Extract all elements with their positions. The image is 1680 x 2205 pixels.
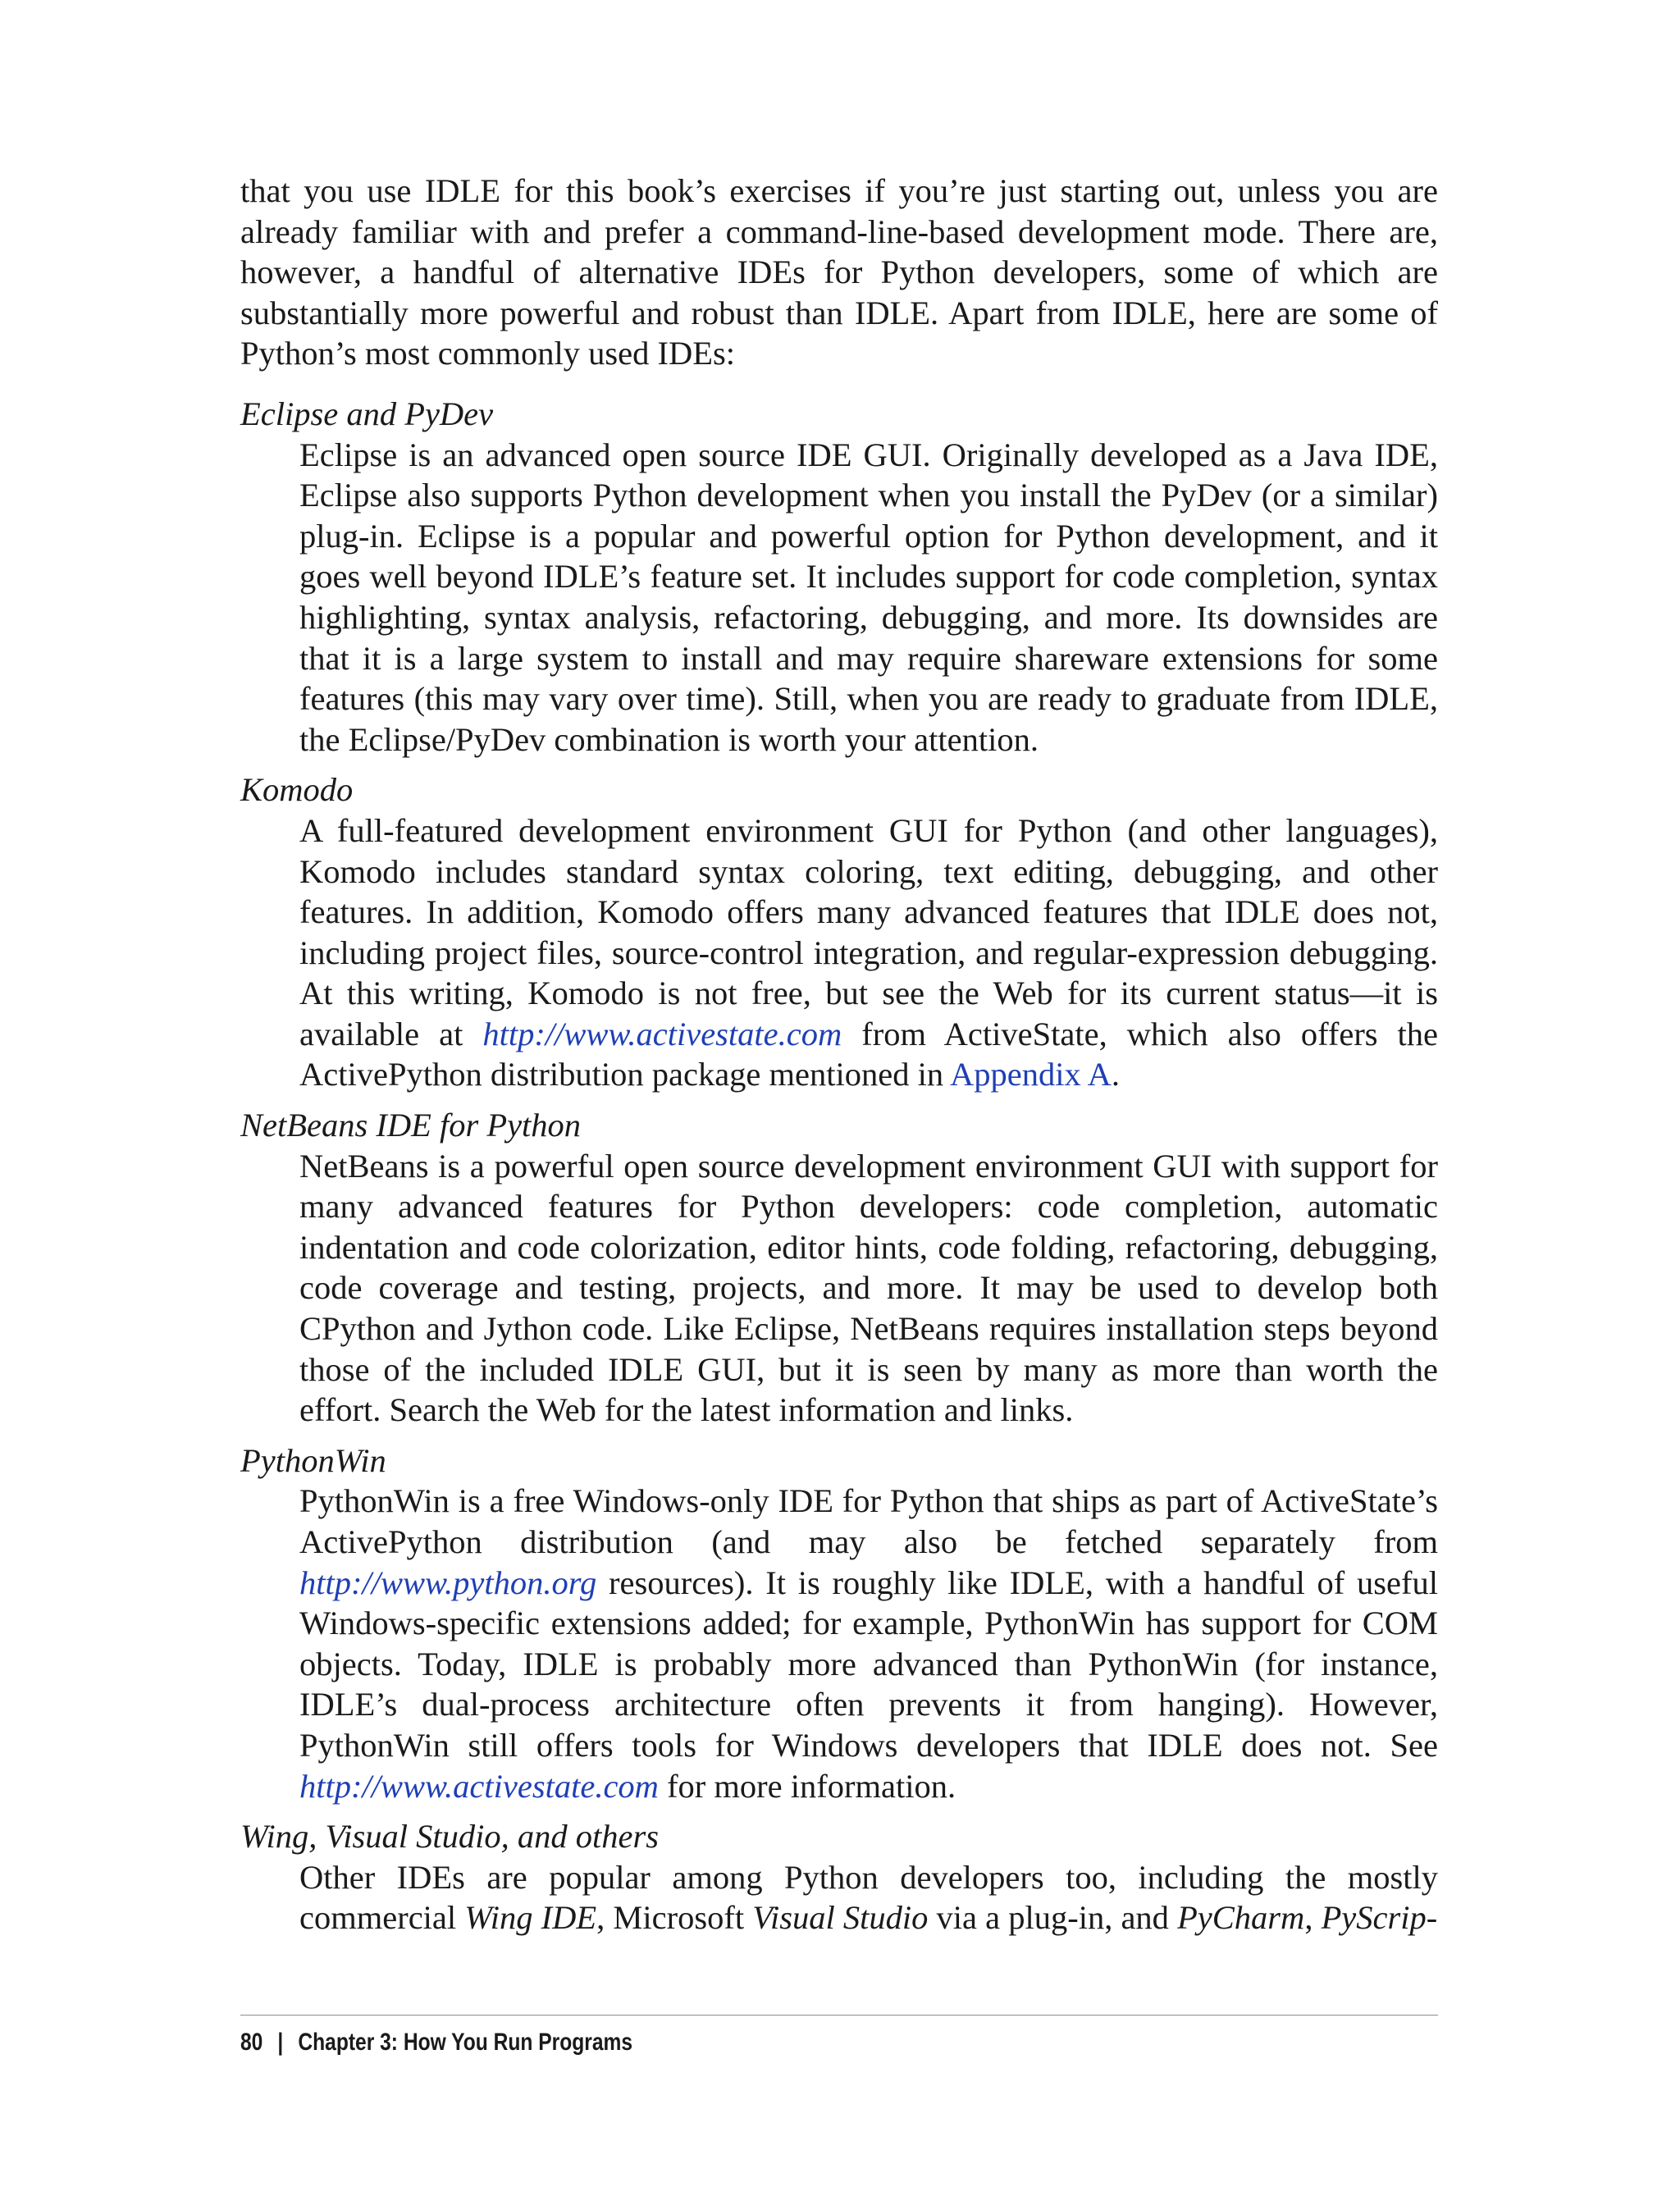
desc-komodo [299, 810, 1438, 1095]
entry-komodo [240, 769, 1438, 1095]
activestate-link[interactable]: http://www.activestate.com [482, 1015, 842, 1052]
desc-wing-text-a: Other IDEs are popular among Python developers too, including the mostly commercial [299, 1858, 1438, 1937]
entry-pythonwin [240, 1440, 1438, 1806]
desc-wing-text-d: , [1304, 1899, 1322, 1937]
term-netbeans: NetBeans IDE for Python [240, 1107, 582, 1144]
desc-pythonwin [299, 1481, 1438, 1806]
desc-eclipse: Eclipse is an advanced open source IDE GUI. Originally developed as a Java IDE, Eclipse also supports Python development when you install the PyDev (or a similar) plug-in. Eclipse is a popular and powerful option for Python development, and it goes well beyond IDLE’s feature set. It includes support for code completion, syntax highlighting, syntax analysis, refactoring, debugging, and more. Its downsides are that it is a large system to install and may require shareware extensions for some features (this may vary over time). Still, when you are ready to graduate from IDLE, the Eclipse/PyDev combination is worth your attention. [299, 436, 1438, 758]
footer-separator: | [277, 2029, 284, 2056]
chapter-title: Chapter 3: How You Run Programs [298, 2029, 633, 2056]
activestate-link-2[interactable]: http://www.activestate.com [299, 1767, 659, 1805]
desc-pythonwin-text-c: for more information. [658, 1767, 956, 1805]
visual-studio-em: Visual Studio [752, 1899, 929, 1937]
pycharm-em: PyCharm [1177, 1899, 1305, 1937]
python-org-link[interactable]: http://www.python.org [299, 1564, 597, 1601]
term-wing: Wing, Visual Studio, and others [240, 1818, 660, 1856]
desc-wing-text-c: via a plug-in, and [928, 1899, 1178, 1937]
term-komodo: Komodo [240, 771, 354, 809]
entry-eclipse [240, 394, 1438, 760]
page-footer [240, 2026, 632, 2059]
page-body [240, 171, 1438, 1948]
desc-netbeans: NetBeans is a powerful open source development environment GUI with support for many advanced features for Python developers: code completion, automatic indentation and code colorization, editor hints, code folding, refactoring, debugging, code coverage and testing, projects, and more. It may be used to develop both CPython and Jython code. Like Eclipse, NetBeans requires installation steps beyond those of the included IDLE GUI, but it is seen by many as more than worth the effort. Search the Web for the latest information and links. [299, 1147, 1438, 1429]
appendix-a-link[interactable]: Appendix A [950, 1056, 1112, 1093]
desc-komodo-text-a: A full-featured development environment GUI for Python (and other languages), Komodo includes standard syntax coloring, text editing, debugging, and other features. In addition, Komodo offers many advanced features that IDLE does not, including project files, source-control integration, and regular-expression debugging. At this writing, Komodo is not free, but see the Web for its current status—it is available at [299, 811, 1438, 1052]
footer-divider [240, 2015, 1438, 2016]
desc-wing-text-b: , Microsoft [596, 1899, 753, 1937]
desc-pythonwin-text-b: resources). It is roughly like IDLE, with a handful of useful Windows-specific extensions added; for example, PythonWin has support for COM objects. Today, IDLE is probably more advanced than PythonWin (for instance, IDLE’s dual-process architecture often prevents it from hanging). However, PythonWin still offers tools for Windows developers that IDLE does not. See [299, 1564, 1438, 1764]
entry-netbeans [240, 1105, 1438, 1431]
pyscripter-em: PyScrip- [1321, 1899, 1438, 1937]
term-pythonwin: PythonWin [240, 1441, 386, 1479]
desc-komodo-text-c: . [1111, 1056, 1120, 1093]
entry-wing [240, 1816, 1438, 1938]
desc-komodo-text-b: from ActiveState, which also offers the ActivePython distribution package mentioned in [299, 1015, 1439, 1093]
wing-ide-em: Wing IDE [464, 1899, 597, 1937]
term-eclipse: Eclipse and PyDev [240, 395, 494, 432]
intro-paragraph: that you use IDLE for this book’s exercises if you’re just starting out, unless you are already familiar with and prefer a command-line-based development mode. There are, however, a handful of alternative IDEs for Python developers, some of which are substantially more powerful and robust than IDLE. Apart from IDLE, here are some of Python’s most commonly used IDEs: [240, 172, 1438, 372]
desc-pythonwin-text-a: PythonWin is a free Windows-only IDE for Python that ships as part of ActiveState’s ActivePython distribution (and may also be fetched separately from [299, 1482, 1438, 1560]
page-number: 80 [240, 2029, 263, 2056]
desc-wing [299, 1857, 1438, 1938]
